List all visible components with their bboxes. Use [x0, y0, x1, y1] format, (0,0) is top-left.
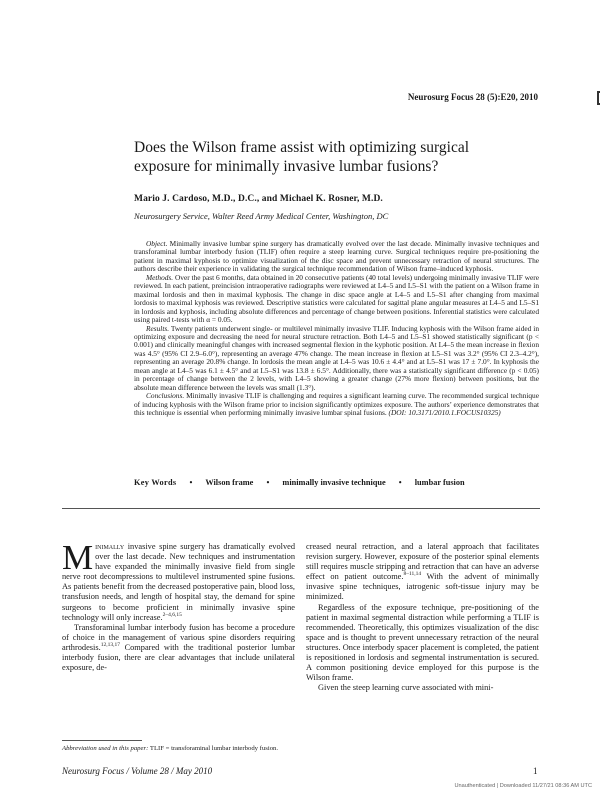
journal-reference: Neurosurg Focus 28 (5):E20, 2010 — [407, 92, 538, 102]
keyword-item: Wilson frame — [205, 478, 254, 487]
keywords-label: Key Words — [134, 478, 177, 487]
page-number: 1 — [533, 766, 538, 776]
body-paragraph — [62, 623, 295, 673]
body-paragraph — [306, 542, 539, 603]
article-title — [134, 138, 534, 176]
body-column-left — [62, 538, 295, 673]
author-list: Mario J. Cardoso, M.D., D.C., and Michael K. Rosner, M.D. — [134, 194, 383, 204]
object-text: Minimally invasive lumbar spine surgery has dramatically evolved over the last decade. Minimally invasive techniques and transforaminal lumbar interbody fusion (TLIF) often require a steep learning curve. Surgical techniques require pre-positioning the patient in maximal kyphosis to optimize visualization of the disc space and prevent unnecessary retraction of neural structures. The authors describe their experience in validating the surgical technique recommendation of Wilson frame–induced kyphosis. — [134, 239, 539, 274]
abstract — [134, 240, 539, 418]
paragraph-text: Transforaminal lumbar interbody fusion has become a procedure of choice in the management of various spine disorders requiring arthrodesis. — [62, 622, 295, 652]
title-line-2: exposure for minimally invasive lumbar fusions? — [134, 158, 439, 175]
methods-label: Methods. — [146, 272, 174, 282]
keyword-bullet: • — [189, 478, 193, 487]
abstract-object — [134, 240, 539, 274]
body-paragraph — [62, 538, 295, 623]
footnote-text: TLIF = transforaminal lumbar interbody fusion. — [148, 745, 279, 752]
paragraph-text: invasive spine surgery has dramatically evolved over the last decade. New techniques and instrumentation have expanded the minimally invasive field from single nerve root decompressions to multilevel instrumented spine fusions. As patients benefit from the decreased postoperative pain, blood loss, transfusion needs, and length of hospital stay, the demand for spine surgeons to become proficient in minimally invasive spine technology will only increase. — [62, 542, 295, 622]
citation-ref: 2–4,6,15 — [162, 611, 182, 618]
keyword-bullet: • — [398, 478, 402, 487]
keyword-bullet: • — [266, 478, 270, 487]
footnote-label: Abbreviation used in this paper: — [62, 745, 149, 752]
body-column-right — [306, 542, 539, 693]
body-paragraph: Given the steep learning curve associated with mini- — [318, 683, 494, 693]
citation-ref: 8–11,14 — [403, 571, 422, 578]
footnote-divider — [62, 740, 142, 741]
download-note: Unauthenticated | Downloaded 11/27/21 08:36 AM UTC — [454, 783, 592, 789]
conclusions-text: Minimally invasive TLIF is challenging and requires a significant learning curve. The recommended surgical technique of inducing kyphosis with the Wilson frame prior to incision significantly optimizes exposure. The authors’ experience demonstrates that this technique is essential when performing minimally invasive lumbar spinal fusions. — [134, 391, 539, 418]
citation-ref: 12,13,17 — [100, 642, 120, 649]
section-divider — [62, 508, 540, 509]
paragraph-text: With the advent of minimally invasive spine techniques, iatrogenic soft-tissue injury may be minimized. — [306, 572, 539, 602]
paragraph-text: creased neural retraction, and a lateral approach that facilitates revision surgery. However, exposure of the posterior spinal elements still requires muscle stripping and retraction that can have an adverse effect on patient outcome. — [306, 542, 539, 582]
footnote — [62, 745, 295, 753]
abstract-methods — [134, 274, 539, 325]
body-paragraph: Regardless of the exposure technique, pre-positioning of the patient in maximal segmental distraction while performing a TLIF is recommended. Theoretically, this optimizes visualization of the disc space and is thought to prevent unnecessary retraction of the neural structures. Once interbody spacer placement is completed, the patient is repositioned in lordosis and segmental instrumentation is secured. A common positioning device employed for this purpose is the Wilson frame. — [306, 602, 539, 683]
doi-link[interactable]: (DOI: 10.3171/2010.1.FOCUS10325) — [388, 408, 501, 418]
results-label: Results. — [146, 323, 170, 333]
drop-cap: M — [62, 538, 94, 577]
object-label: Object. — [146, 239, 168, 248]
affiliation: Neurosurgery Service, Walter Reed Army Medical Center, Washington, DC — [134, 211, 389, 221]
footer-journal: Neurosurg Focus / Volume 28 / May 2010 — [62, 766, 213, 776]
keyword-item: lumbar fusion — [414, 478, 465, 487]
conclusions-label: Conclusions. — [146, 391, 185, 401]
paragraph-text: Compared with the traditional posterior lumbar interbody fusion, there are clear advantages that include unilateral exposure, de- — [62, 642, 295, 673]
results-text: Twenty patients underwent single- or multilevel minimally invasive TLIF. Inducing kyphosis with the Wilson frame aided in optimizing exposure and decreasing the need for neural structure retraction. Both L4–5 and L5–S1 showed statistically significant (p < 0.001) and clinically meaningful changes with increased segmental flexion in the kyphotic position. At L4–5 the mean increase in flexion was 4.5° (95% CI 2.9–6.0°), representing an average 47% change. The mean increase in flexion at L5–S1 was 3.2° (95% CI 2.3–4.2°), representing an average 20.8% change. In lordosis the mean angle at L4–5 was 10.6 ± 4.4° and at L5–S1 was 17 ± 7.0°. In kyphosis the mean angle at L4–5 was 6.1 ± 4.5° and at L5–S1 was 13.8 ± 6.5°. Additionally, there was a statistically significant difference (p < 0.05) in percentage of change between the 2 levels, with L4–5 showing a greater change (27% more flexion) between positions, but the absolute mean difference between the levels was small (1.3°). — [134, 323, 539, 392]
keyword-item: minimally invasive technique — [282, 478, 386, 487]
abstract-results — [134, 325, 539, 393]
lead-word: inimally — [95, 542, 125, 551]
methods-text: Over the past 6 months, data obtained in 20 consecutive patients (40 total levels) undergoing minimally invasive TLIF were reviewed. In each patient, preincision intraoperative radiographs were reviewed at L4–5 and L5–S1 with the patient on a Wilson frame in maximal lordosis and then in maximal kyphosis. The change in disc space angle at L4–5 and L5–S1 after changing from maximal lordosis to maximal kyphosis was reviewed. Descriptive statistics were calculated for sagittal plane angular measures at L4–5 and L5–S1 in lordosis and kyphosis, including absolute differences and percentage of change between positions. Inferential statistics were calculated using paired t-tests with α = 0.05. — [134, 272, 539, 325]
title-line-1: Does the Wilson frame assist with optimizing surgical — [134, 139, 470, 156]
keywords — [134, 478, 539, 487]
abstract-conclusions — [134, 392, 539, 417]
